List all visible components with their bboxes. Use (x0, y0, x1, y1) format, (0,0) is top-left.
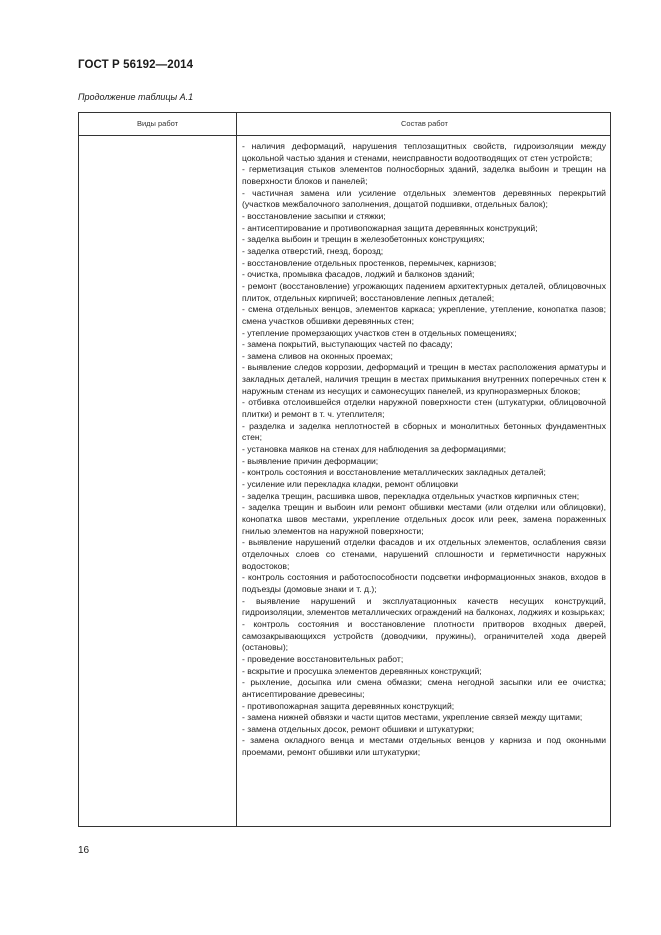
work-item: - проведение восстановительных работ; (242, 653, 404, 664)
work-item: - усиление или перекладка кладки, ремонт облицовки (242, 479, 459, 490)
work-composition-cell (242, 141, 606, 759)
work-item: - смена отдельных венцов, элементов каркаса; укрепление, утепление, конопатка пазов; смена участков обшивки деревянных стен; (242, 304, 606, 326)
work-item: - замена окладного венца и местами отдельных венцов у карниза и под оконными проемами, ремонт обшивки или штукатурки; (242, 735, 606, 758)
column-divider (236, 113, 237, 826)
column-header-work-types: Виды работ (136, 119, 179, 128)
work-item: - выявление нарушений отделки фасадов и их отдельных элементов, ослабления связи отделочных слоев со стенами, нарушений сплошности и герметичности наружных водостоков; (242, 537, 606, 571)
work-item: - замена сливов на оконных проемах; (242, 350, 393, 361)
work-item: - установка маяков на стенах для наблюдения за деформациями; (242, 444, 507, 455)
work-item: - восстановление отдельных простенков, перемычек, карнизов; (242, 257, 497, 268)
page-number: 16 (78, 845, 90, 856)
document-code: ГОСТ Р 56192—2014 (78, 59, 194, 71)
work-item: - разделка и заделка неплотностей в сборных и монолитных бетонных фундаментных стен; (242, 420, 606, 443)
work-item: - замена покрытий, выступающих частей по фасаду; (242, 339, 453, 350)
work-item: - выявление следов коррозии, деформаций и трещин в местах расположения арматуры и закладных деталей, наличия трещин в местах примыкания внутренних поперечных стен к наружным стенам из несущих и самонесущих панелей, из крупноразмерных блоков; (242, 362, 606, 396)
work-item: - ремонт (восстановление) угрожающих падением архитектурных деталей, облицовочных плиток, отдельных кирпичей; восстановление лепных деталей; (242, 280, 606, 303)
work-item: - очистка, промывка фасадов, лоджий и балконов зданий; (242, 269, 475, 280)
work-item: - восстановление засыпки и стяжки; (242, 210, 386, 221)
work-item: - контроль состояния и восстановление плотности притворов входных дверей, самозакрывающихся устройств (доводчики, пружины), ограничителей хода дверей (остановы); (242, 618, 606, 653)
work-item: - выявление нарушений и эксплуатационных качеств несущих конструкций, гидроизоляции, элементов металлических ограждений на балконах, лоджиях и козырьках; (242, 595, 606, 618)
work-item: - антисептирование и противопожарная защита деревянных конструкций; (242, 222, 538, 233)
work-item: - противопожарная защита деревянных конструкций; (242, 700, 455, 711)
work-item: - замена нижней обвязки и части щитов местами, укрепление связей между щитами; (242, 712, 583, 723)
work-item: - наличия деформаций, нарушения теплозащитных свойств, гидроизоляции между цокольной частью здания и стенами, неисправности водоотводящих от стен устройств; (242, 141, 606, 163)
table-caption: Продолжение таблицы А.1 (78, 92, 194, 102)
work-item: - заделка трещин, расшивка швов, перекладка отдельных участков кирпичных стен; (242, 490, 580, 501)
column-header-work-composition: Состав работ (400, 119, 448, 128)
work-item: - контроль состояния и восстановление металлических закладных деталей; (242, 467, 546, 478)
work-item: - заделка отверстий, гнезд, борозд; (242, 245, 384, 256)
work-item: - частичная замена или усиление отдельных элементов деревянных перекрытий (участков межбалочного заполнения, дощатой подшивки, отдельных балок); (242, 187, 606, 210)
work-item: - заделка трещин и выбоин или ремонт обшивки местами (или отделки или облицовки), конопатка швов местами, укрепление отдельных досок или реек, замена пораженных гнилью элементов на наружной поверхности; (242, 502, 606, 536)
header-divider (79, 135, 610, 136)
work-item: - рыхление, досыпка или смена обмазки; смена негодной засыпки или ее очистка; антисептирование древесины; (242, 677, 606, 699)
work-item: - выявление причин деформации; (242, 455, 379, 466)
work-item: - отбивка отслоившейся отделки наружной поверхности стен (штукатурки, облицовочной плитки) и ремонт в т. ч. утеплителя; (242, 397, 606, 420)
work-item: - замена отдельных досок, ремонт обшивки и штукатурки; (242, 723, 475, 734)
work-item: - вскрытие и просушка элементов деревянных конструкций; (242, 665, 482, 676)
work-item: - утепление промерзающих участков стен в отдельных помещениях; (242, 327, 517, 338)
work-item: - герметизация стыков элементов полносборных зданий, заделка выбоин и трещин на поверхности блоков и панелей; (242, 164, 606, 186)
works-table (78, 112, 611, 827)
work-item: - контроль состояния и работоспособности подсветки информационных знаков, входов в подъезды (домовые знаки и т. д.); (242, 572, 606, 594)
work-item: - заделка выбоин и трещин в железобетонных конструкциях; (242, 234, 485, 245)
